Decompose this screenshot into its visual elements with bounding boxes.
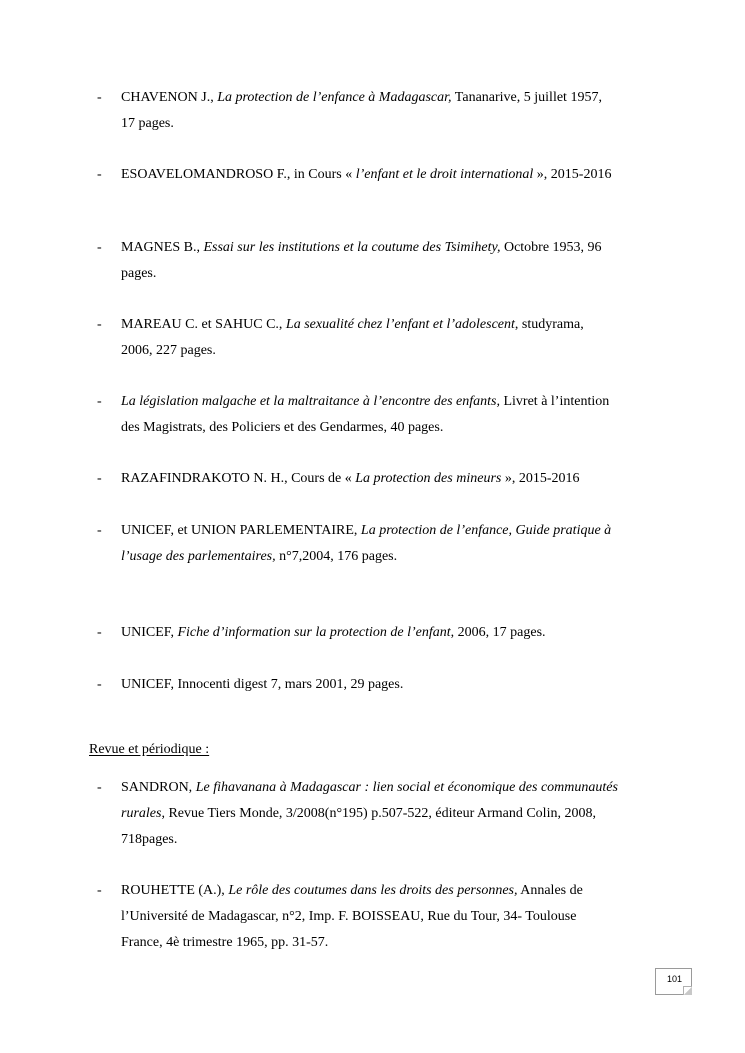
text-line [121, 930, 661, 956]
text-line [121, 85, 661, 111]
text-line [121, 878, 661, 904]
italic-title-text: La protection de l’enfance, Guide pratique à [360, 523, 612, 538]
page-number-box [655, 968, 692, 995]
italic-title-text: Le rôle des coutumes dans les droits des personnes, [228, 883, 518, 898]
citation-text: UNICEF, et UNION PARLEMENTAIRE, [121, 523, 361, 538]
text-line [121, 544, 661, 570]
citation-text: 2006, 227 pages. [121, 343, 216, 358]
italic-title-text: l’enfant et le droit international [355, 167, 534, 182]
reference-text [121, 466, 661, 492]
text-line [121, 111, 661, 137]
italic-title-text: La législation malgache et la maltraitance à l’encontre des enfants, [121, 394, 500, 409]
text-line [121, 672, 661, 698]
citation-text: RAZAFINDRAKOTO N. H., Cours de « [121, 471, 356, 486]
citation-text: », 2015-2016 [533, 167, 612, 182]
citation-text: 718pages. [121, 832, 178, 847]
reference-text [121, 389, 661, 441]
citation-text: Octobre 1953, 96 [500, 240, 602, 255]
list-dash: - [97, 240, 102, 255]
citation-text: UNICEF, [121, 625, 178, 640]
citation-text: Annales de [517, 883, 583, 898]
citation-text: , 2006, 17 pages. [450, 625, 546, 640]
text-line [121, 827, 661, 853]
citation-text: MAREAU C. et SAHUC C., [121, 317, 286, 332]
section-heading: Revue et périodique : [89, 742, 210, 757]
text-line [121, 338, 661, 364]
citation-text: Livret à l’intention [499, 394, 610, 409]
list-dash: - [97, 317, 102, 332]
list-dash: - [97, 394, 102, 409]
citation-text: , studyrama, [514, 317, 584, 332]
citation-text: SANDRON, [121, 780, 196, 795]
italic-title-text: La sexualité chez l’enfant et l’adolescent [285, 317, 515, 332]
citation-text: n°7,2004, 176 pages. [275, 549, 398, 564]
italic-title-text: Le fihavanana à Madagascar : lien social et économique des communautés [195, 780, 618, 795]
text-line [121, 801, 661, 827]
reference-text [121, 672, 661, 698]
reference-text [121, 518, 661, 570]
text-line [121, 466, 661, 492]
periodical-text [121, 878, 661, 956]
text-line [121, 518, 661, 544]
citation-text: UNICEF, Innocenti digest 7, mars 2001, 29 pages. [121, 677, 404, 692]
text-line [121, 775, 661, 801]
reference-text [121, 312, 661, 364]
text-line [121, 261, 661, 287]
text-line [121, 162, 661, 188]
reference-text [121, 620, 661, 646]
citation-text: Tananarive, 5 juillet 1957, [451, 90, 602, 105]
italic-title-text: La protection de l’enfance à Madagascar, [217, 90, 452, 105]
list-dash: - [97, 90, 102, 105]
citation-text: », 2015-2016 [501, 471, 580, 486]
italic-title-text: rurales [121, 806, 162, 821]
citation-text: ROUHETTE (A.), [121, 883, 229, 898]
page-number: 101 [666, 974, 683, 984]
list-dash: - [97, 780, 102, 795]
list-dash: - [97, 677, 102, 692]
citation-text: pages. [121, 266, 157, 281]
reference-text [121, 85, 661, 137]
citation-text: MAGNES B., [121, 240, 204, 255]
list-dash: - [97, 471, 102, 486]
citation-text: des Magistrats, des Policiers et des Gendarmes, 40 pages. [121, 420, 444, 435]
list-dash: - [97, 625, 102, 640]
citation-text: , Revue Tiers Monde, 3/2008(n°195) p.507-522, éditeur Armand Colin, 2008, [161, 806, 596, 821]
list-dash: - [97, 883, 102, 898]
italic-title-text: Fiche d’information sur la protection de l’enfant [177, 625, 451, 640]
text-line [121, 235, 661, 261]
citation-text: ESOAVELOMANDROSO F., in Cours « [121, 167, 356, 182]
reference-text [121, 162, 661, 188]
italic-title-text: Essai sur les institutions et la coutume des Tsimihety, [203, 240, 501, 255]
citation-text: France, 4è trimestre 1965, pp. 31-57. [121, 935, 329, 950]
list-dash: - [97, 167, 102, 182]
italic-title-text: La protection des mineurs [355, 471, 502, 486]
text-line [121, 415, 661, 441]
text-line [121, 389, 661, 415]
text-line [121, 904, 661, 930]
reference-text [121, 235, 661, 287]
italic-title-text: l’usage des parlementaires, [121, 549, 276, 564]
text-line [121, 620, 661, 646]
list-dash: - [97, 523, 102, 538]
citation-text: 17 pages. [121, 116, 174, 131]
text-line [121, 312, 661, 338]
citation-text: CHAVENON J., [121, 90, 218, 105]
periodical-text [121, 775, 661, 853]
citation-text: l’Université de Madagascar, n°2, Imp. F. BOISSEAU, Rue du Tour, 34- Toulouse [121, 909, 577, 924]
